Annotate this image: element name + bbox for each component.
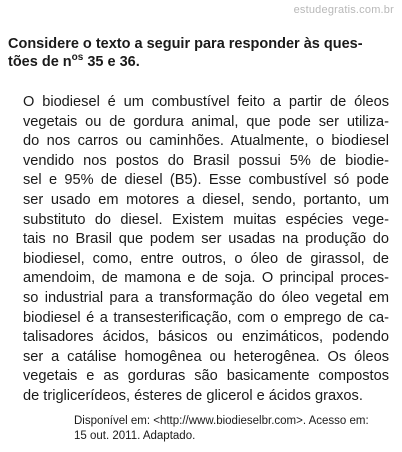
instruction-line-2 — [8, 53, 396, 71]
passage-line: so industrial para a transformação do óleo vegetal em — [23, 289, 389, 306]
passage-text — [23, 93, 389, 407]
instruction-line-2-prefix: tões de n — [8, 54, 72, 70]
passage-line: talisadores ácidos, básicos ou enzimáticos, podendo — [23, 329, 389, 346]
passage-line: ser a catálise homogênea ou heterogênea. Os óleos — [23, 348, 389, 365]
passage-line: vegetais ou de gordura animal, que pode ser utiliza- — [23, 113, 389, 130]
passage-line: O biodiesel é um combustível feito a partir de óleos — [23, 94, 389, 110]
passage-line: de triglicerídeos, ésteres de glicerol e ácidos graxos. — [23, 387, 363, 404]
instruction-line-2-suffix: 35 e 36. — [83, 54, 140, 70]
source-citation — [74, 414, 390, 444]
source-line-1: Disponível em: <http://www.biodieselbr.com>. Acesso em: — [74, 415, 369, 427]
passage-line: ser usado em motores a diesel, sendo, portanto, um — [23, 191, 389, 208]
site-watermark: estudegratis.com.br — [293, 4, 394, 16]
passage-line: biodiesel, como, entre outros, o óleo de girassol, de — [23, 250, 389, 267]
passage-line: sel e 95% de diesel (B5). Esse combustível só pode — [23, 172, 389, 189]
passage-line: amendoim, de mamona e de soja. O principal proces- — [23, 270, 389, 287]
passage-line: tais no Brasil que podem ser usadas na produção do — [23, 231, 389, 248]
passage-line: vendido nos postos do Brasil possui 5% de biodie- — [23, 152, 389, 169]
passage-line: substituto do diesel. Existem muitas espécies vege- — [23, 211, 389, 228]
passage-line: biodiesel é a transesterificação, com o emprego de ca- — [23, 309, 389, 326]
question-instruction — [8, 35, 396, 71]
passage-line: vegetais e as gorduras são basicamente compostos — [23, 368, 389, 385]
instruction-line-1: Considere o texto a seguir para responder às ques- — [8, 36, 363, 52]
source-line-2: 15 out. 2011. Adaptado. — [74, 430, 196, 442]
passage-line: do nos carros ou caminhões. Atualmente, o biodiesel — [23, 133, 389, 150]
instruction-superscript: os — [71, 52, 84, 63]
